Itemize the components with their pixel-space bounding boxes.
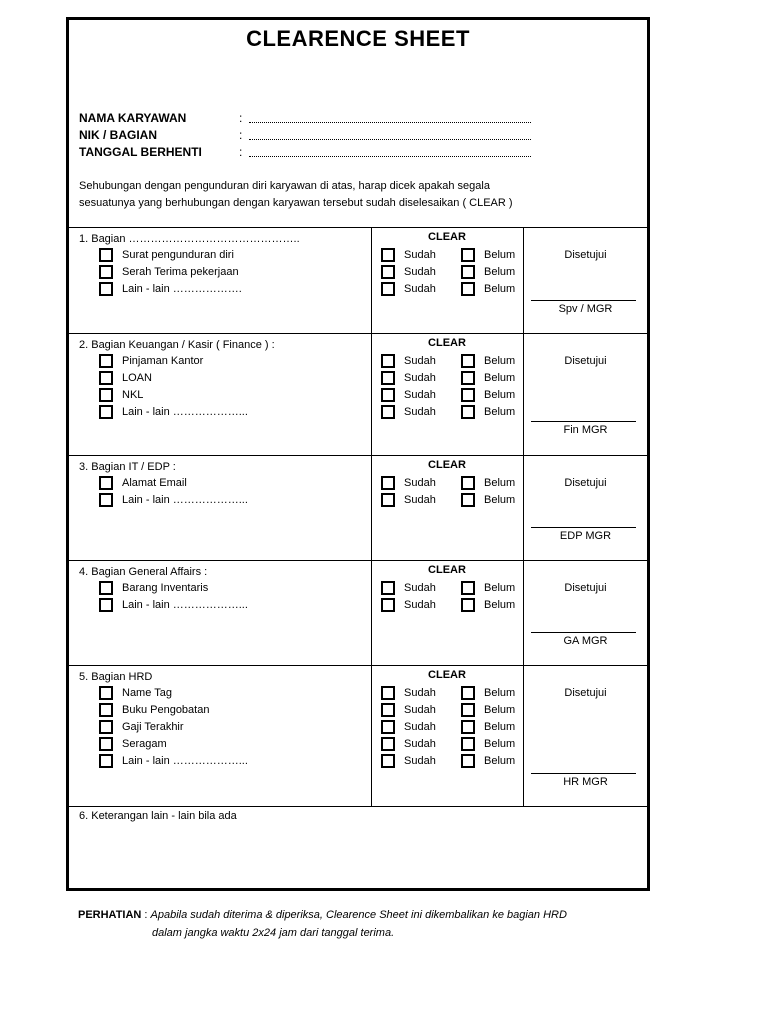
- belum-checkbox[interactable]: [461, 476, 475, 490]
- table-divider: [69, 806, 647, 807]
- sudah-label: Sudah: [404, 687, 436, 699]
- checkbox[interactable]: [99, 388, 113, 402]
- checkbox[interactable]: [99, 371, 113, 385]
- checklist-item: [99, 354, 203, 368]
- checklist-item-label: Pinjaman Kantor: [122, 355, 204, 367]
- belum-checkbox[interactable]: [461, 581, 475, 595]
- belum-option[interactable]: [461, 598, 515, 612]
- manager-label: EDP MGR: [559, 530, 612, 542]
- checklist-item-label: LOAN: [122, 372, 152, 384]
- checkbox[interactable]: [99, 405, 113, 419]
- approval-label: Disetujui: [564, 249, 607, 261]
- sudah-option[interactable]: [381, 737, 436, 751]
- intro-text: [79, 178, 639, 212]
- sudah-label: Sudah: [404, 249, 436, 261]
- sudah-checkbox[interactable]: [381, 405, 395, 419]
- sudah-checkbox[interactable]: [381, 686, 395, 700]
- belum-label: Belum: [484, 494, 516, 506]
- sudah-option[interactable]: [381, 405, 436, 419]
- column-divider: [371, 227, 372, 806]
- belum-option[interactable]: [461, 371, 515, 385]
- checkbox[interactable]: [99, 737, 113, 751]
- checkbox[interactable]: [99, 598, 113, 612]
- belum-label: Belum: [484, 355, 516, 367]
- checklist-item-label: Lain - lain ………………...: [122, 494, 248, 506]
- checklist-item-label: Serah Terima pekerjaan: [122, 266, 239, 278]
- sudah-checkbox[interactable]: [381, 737, 395, 751]
- checklist-item: [99, 248, 234, 262]
- belum-checkbox[interactable]: [461, 703, 475, 717]
- remarks-label: 6. Keterangan lain - lain bila ada: [79, 810, 237, 822]
- table-divider: [69, 333, 647, 334]
- clear-header: CLEAR: [428, 669, 466, 681]
- checklist-item: [99, 493, 248, 507]
- sudah-checkbox[interactable]: [381, 265, 395, 279]
- table-divider: [69, 665, 647, 666]
- checklist-item-label: Lain - lain ………………...: [122, 755, 248, 767]
- signature-line[interactable]: [531, 300, 636, 301]
- belum-label: Belum: [484, 406, 516, 418]
- belum-label: Belum: [484, 283, 516, 295]
- clear-header: CLEAR: [428, 564, 466, 576]
- checkbox[interactable]: [99, 248, 113, 262]
- note-label: PERHATIAN: [78, 909, 142, 921]
- sudah-checkbox[interactable]: [381, 282, 395, 296]
- belum-option[interactable]: [461, 388, 515, 402]
- sudah-option[interactable]: [381, 388, 436, 402]
- belum-label: Belum: [484, 738, 516, 750]
- approval-label: Disetujui: [564, 582, 607, 594]
- checklist-item-label: Gaji Terakhir: [122, 721, 184, 733]
- sudah-label: Sudah: [404, 266, 436, 278]
- checklist-item: [99, 703, 209, 717]
- belum-label: Belum: [484, 599, 516, 611]
- belum-option[interactable]: [461, 686, 515, 700]
- sudah-option[interactable]: [381, 282, 436, 296]
- nik-bagian-field[interactable]: [249, 129, 531, 140]
- belum-label: Belum: [484, 266, 516, 278]
- belum-option[interactable]: [461, 248, 515, 262]
- belum-checkbox[interactable]: [461, 248, 475, 262]
- belum-checkbox[interactable]: [461, 354, 475, 368]
- belum-option[interactable]: [461, 265, 515, 279]
- note: [78, 906, 567, 942]
- belum-checkbox[interactable]: [461, 265, 475, 279]
- belum-checkbox[interactable]: [461, 405, 475, 419]
- sudah-label: Sudah: [404, 738, 436, 750]
- sudah-option[interactable]: [381, 248, 436, 262]
- checklist-item: [99, 476, 187, 490]
- manager-label: Fin MGR: [563, 424, 608, 436]
- belum-option[interactable]: [461, 405, 515, 419]
- sudah-label: Sudah: [404, 755, 436, 767]
- checklist-item: [99, 581, 208, 595]
- sudah-option[interactable]: [381, 703, 436, 717]
- field-colon: :: [239, 145, 243, 159]
- sudah-label: Sudah: [404, 599, 436, 611]
- clear-header: CLEAR: [428, 231, 466, 243]
- sudah-option[interactable]: [381, 720, 436, 734]
- signature-line[interactable]: [531, 773, 636, 774]
- sudah-label: Sudah: [404, 582, 436, 594]
- checkbox[interactable]: [99, 703, 113, 717]
- nama-karyawan-field[interactable]: [249, 112, 531, 123]
- clearance-sheet: [66, 17, 650, 891]
- sudah-option[interactable]: [381, 754, 436, 768]
- belum-label: Belum: [484, 249, 516, 261]
- intro-line: sesuatunya yang berhubungan dengan karyawan tersebut sudah diselesaikan ( CLEAR ): [79, 197, 513, 209]
- sudah-label: Sudah: [404, 721, 436, 733]
- sudah-checkbox[interactable]: [381, 354, 395, 368]
- belum-option[interactable]: [461, 282, 515, 296]
- belum-option[interactable]: [461, 703, 515, 717]
- checklist-item: [99, 754, 248, 768]
- section-title: 2. Bagian Keuangan / Kasir ( Finance ) :: [79, 339, 275, 351]
- sudah-option[interactable]: [381, 598, 436, 612]
- belum-checkbox[interactable]: [461, 720, 475, 734]
- checklist-item: [99, 265, 239, 279]
- sudah-label: Sudah: [404, 704, 436, 716]
- sudah-checkbox[interactable]: [381, 371, 395, 385]
- belum-option[interactable]: [461, 354, 515, 368]
- belum-checkbox[interactable]: [461, 282, 475, 296]
- checklist-item-label: Alamat Email: [122, 477, 187, 489]
- note-line: Apabila sudah diterima & diperiksa, Clearence Sheet ini dikembalikan ke bagian HRD: [150, 909, 567, 921]
- belum-option[interactable]: [461, 581, 515, 595]
- sudah-label: Sudah: [404, 389, 436, 401]
- field-label-nama: NAMA KARYAWAN: [79, 111, 187, 125]
- belum-label: Belum: [484, 687, 516, 699]
- signature-line[interactable]: [531, 632, 636, 633]
- field-colon: :: [239, 128, 243, 142]
- sudah-label: Sudah: [404, 372, 436, 384]
- intro-line: Sehubungan dengan pengunduran diri karyawan di atas, harap dicek apakah segala: [79, 180, 490, 192]
- sudah-option[interactable]: [381, 493, 436, 507]
- section-title: 4. Bagian General Affairs :: [79, 566, 208, 578]
- belum-label: Belum: [484, 704, 516, 716]
- sudah-option[interactable]: [381, 371, 436, 385]
- approval-label: Disetujui: [564, 477, 607, 489]
- table-divider: [69, 455, 647, 456]
- belum-checkbox[interactable]: [461, 493, 475, 507]
- belum-option[interactable]: [461, 720, 515, 734]
- checkbox[interactable]: [99, 686, 113, 700]
- field-label-nik: NIK / BAGIAN: [79, 128, 157, 142]
- sudah-option[interactable]: [381, 476, 436, 490]
- checklist-item: [99, 598, 248, 612]
- checklist-item: [99, 405, 248, 419]
- checkbox[interactable]: [99, 493, 113, 507]
- sudah-option[interactable]: [381, 354, 436, 368]
- belum-label: Belum: [484, 755, 516, 767]
- remarks-area[interactable]: [69, 825, 647, 888]
- note-line: dalam jangka waktu 2x24 jam dari tanggal terima.: [152, 927, 395, 939]
- sudah-checkbox[interactable]: [381, 493, 395, 507]
- checklist-item-label: Buku Pengobatan: [122, 704, 210, 716]
- field-label-tanggal: TANGGAL BERHENTI: [79, 145, 202, 159]
- checklist-item: [99, 282, 242, 296]
- checklist-item-label: Lain - lain ………………...: [122, 599, 248, 611]
- sudah-checkbox[interactable]: [381, 598, 395, 612]
- belum-label: Belum: [484, 389, 516, 401]
- belum-label: Belum: [484, 477, 516, 489]
- signature-line[interactable]: [531, 527, 636, 528]
- checkbox[interactable]: [99, 354, 113, 368]
- signature-line[interactable]: [531, 421, 636, 422]
- sudah-label: Sudah: [404, 355, 436, 367]
- sudah-checkbox[interactable]: [381, 476, 395, 490]
- belum-label: Belum: [484, 372, 516, 384]
- belum-checkbox[interactable]: [461, 754, 475, 768]
- sudah-option[interactable]: [381, 686, 436, 700]
- sudah-checkbox[interactable]: [381, 581, 395, 595]
- checkbox[interactable]: [99, 581, 113, 595]
- checkbox[interactable]: [99, 754, 113, 768]
- sudah-option[interactable]: [381, 265, 436, 279]
- manager-label: GA MGR: [563, 635, 608, 647]
- belum-checkbox[interactable]: [461, 388, 475, 402]
- manager-label: Spv / MGR: [558, 303, 613, 315]
- checkbox[interactable]: [99, 476, 113, 490]
- sudah-option[interactable]: [381, 581, 436, 595]
- checkbox[interactable]: [99, 282, 113, 296]
- checklist-item-label: Lain - lain ………………...: [122, 406, 248, 418]
- sudah-label: Sudah: [404, 494, 436, 506]
- checklist-item-label: Name Tag: [122, 687, 172, 699]
- manager-label: HR MGR: [563, 776, 608, 788]
- sudah-label: Sudah: [404, 406, 436, 418]
- checklist-item: [99, 720, 184, 734]
- section-title: 5. Bagian HRD: [79, 671, 153, 683]
- checklist-item-label: Surat pengunduran diri: [122, 249, 234, 261]
- belum-label: Belum: [484, 582, 516, 594]
- checklist-item-label: Seragam: [122, 738, 167, 750]
- sudah-checkbox[interactable]: [381, 703, 395, 717]
- clear-header: CLEAR: [428, 337, 466, 349]
- checkbox[interactable]: [99, 265, 113, 279]
- table-divider: [69, 227, 647, 228]
- checklist-item: [99, 371, 152, 385]
- sudah-checkbox[interactable]: [381, 248, 395, 262]
- field-colon: :: [239, 111, 243, 125]
- belum-option[interactable]: [461, 754, 515, 768]
- note-colon: :: [141, 909, 151, 921]
- belum-checkbox[interactable]: [461, 686, 475, 700]
- sudah-checkbox[interactable]: [381, 388, 395, 402]
- sudah-label: Sudah: [404, 283, 436, 295]
- belum-checkbox[interactable]: [461, 371, 475, 385]
- belum-option[interactable]: [461, 493, 515, 507]
- section-title: 1. Bagian ………………………………………..: [79, 233, 300, 245]
- belum-option[interactable]: [461, 476, 515, 490]
- belum-label: Belum: [484, 721, 516, 733]
- page-title: CLEARENCE SHEET: [246, 26, 470, 51]
- checklist-item: [99, 686, 172, 700]
- tanggal-berhenti-field[interactable]: [249, 146, 531, 157]
- clear-header: CLEAR: [428, 459, 466, 471]
- section-title: 3. Bagian IT / EDP :: [79, 461, 176, 473]
- approval-label: Disetujui: [564, 687, 607, 699]
- checklist-item-label: Lain - lain ……………….: [122, 283, 242, 295]
- checklist-item-label: NKL: [122, 389, 144, 401]
- approval-label: Disetujui: [564, 355, 607, 367]
- checklist-item: [99, 737, 167, 751]
- checklist-item: [99, 388, 143, 402]
- belum-option[interactable]: [461, 737, 515, 751]
- checklist-item-label: Barang Inventaris: [122, 582, 209, 594]
- belum-checkbox[interactable]: [461, 598, 475, 612]
- sudah-label: Sudah: [404, 477, 436, 489]
- sudah-checkbox[interactable]: [381, 754, 395, 768]
- belum-checkbox[interactable]: [461, 737, 475, 751]
- table-divider: [69, 560, 647, 561]
- sudah-checkbox[interactable]: [381, 720, 395, 734]
- checkbox[interactable]: [99, 720, 113, 734]
